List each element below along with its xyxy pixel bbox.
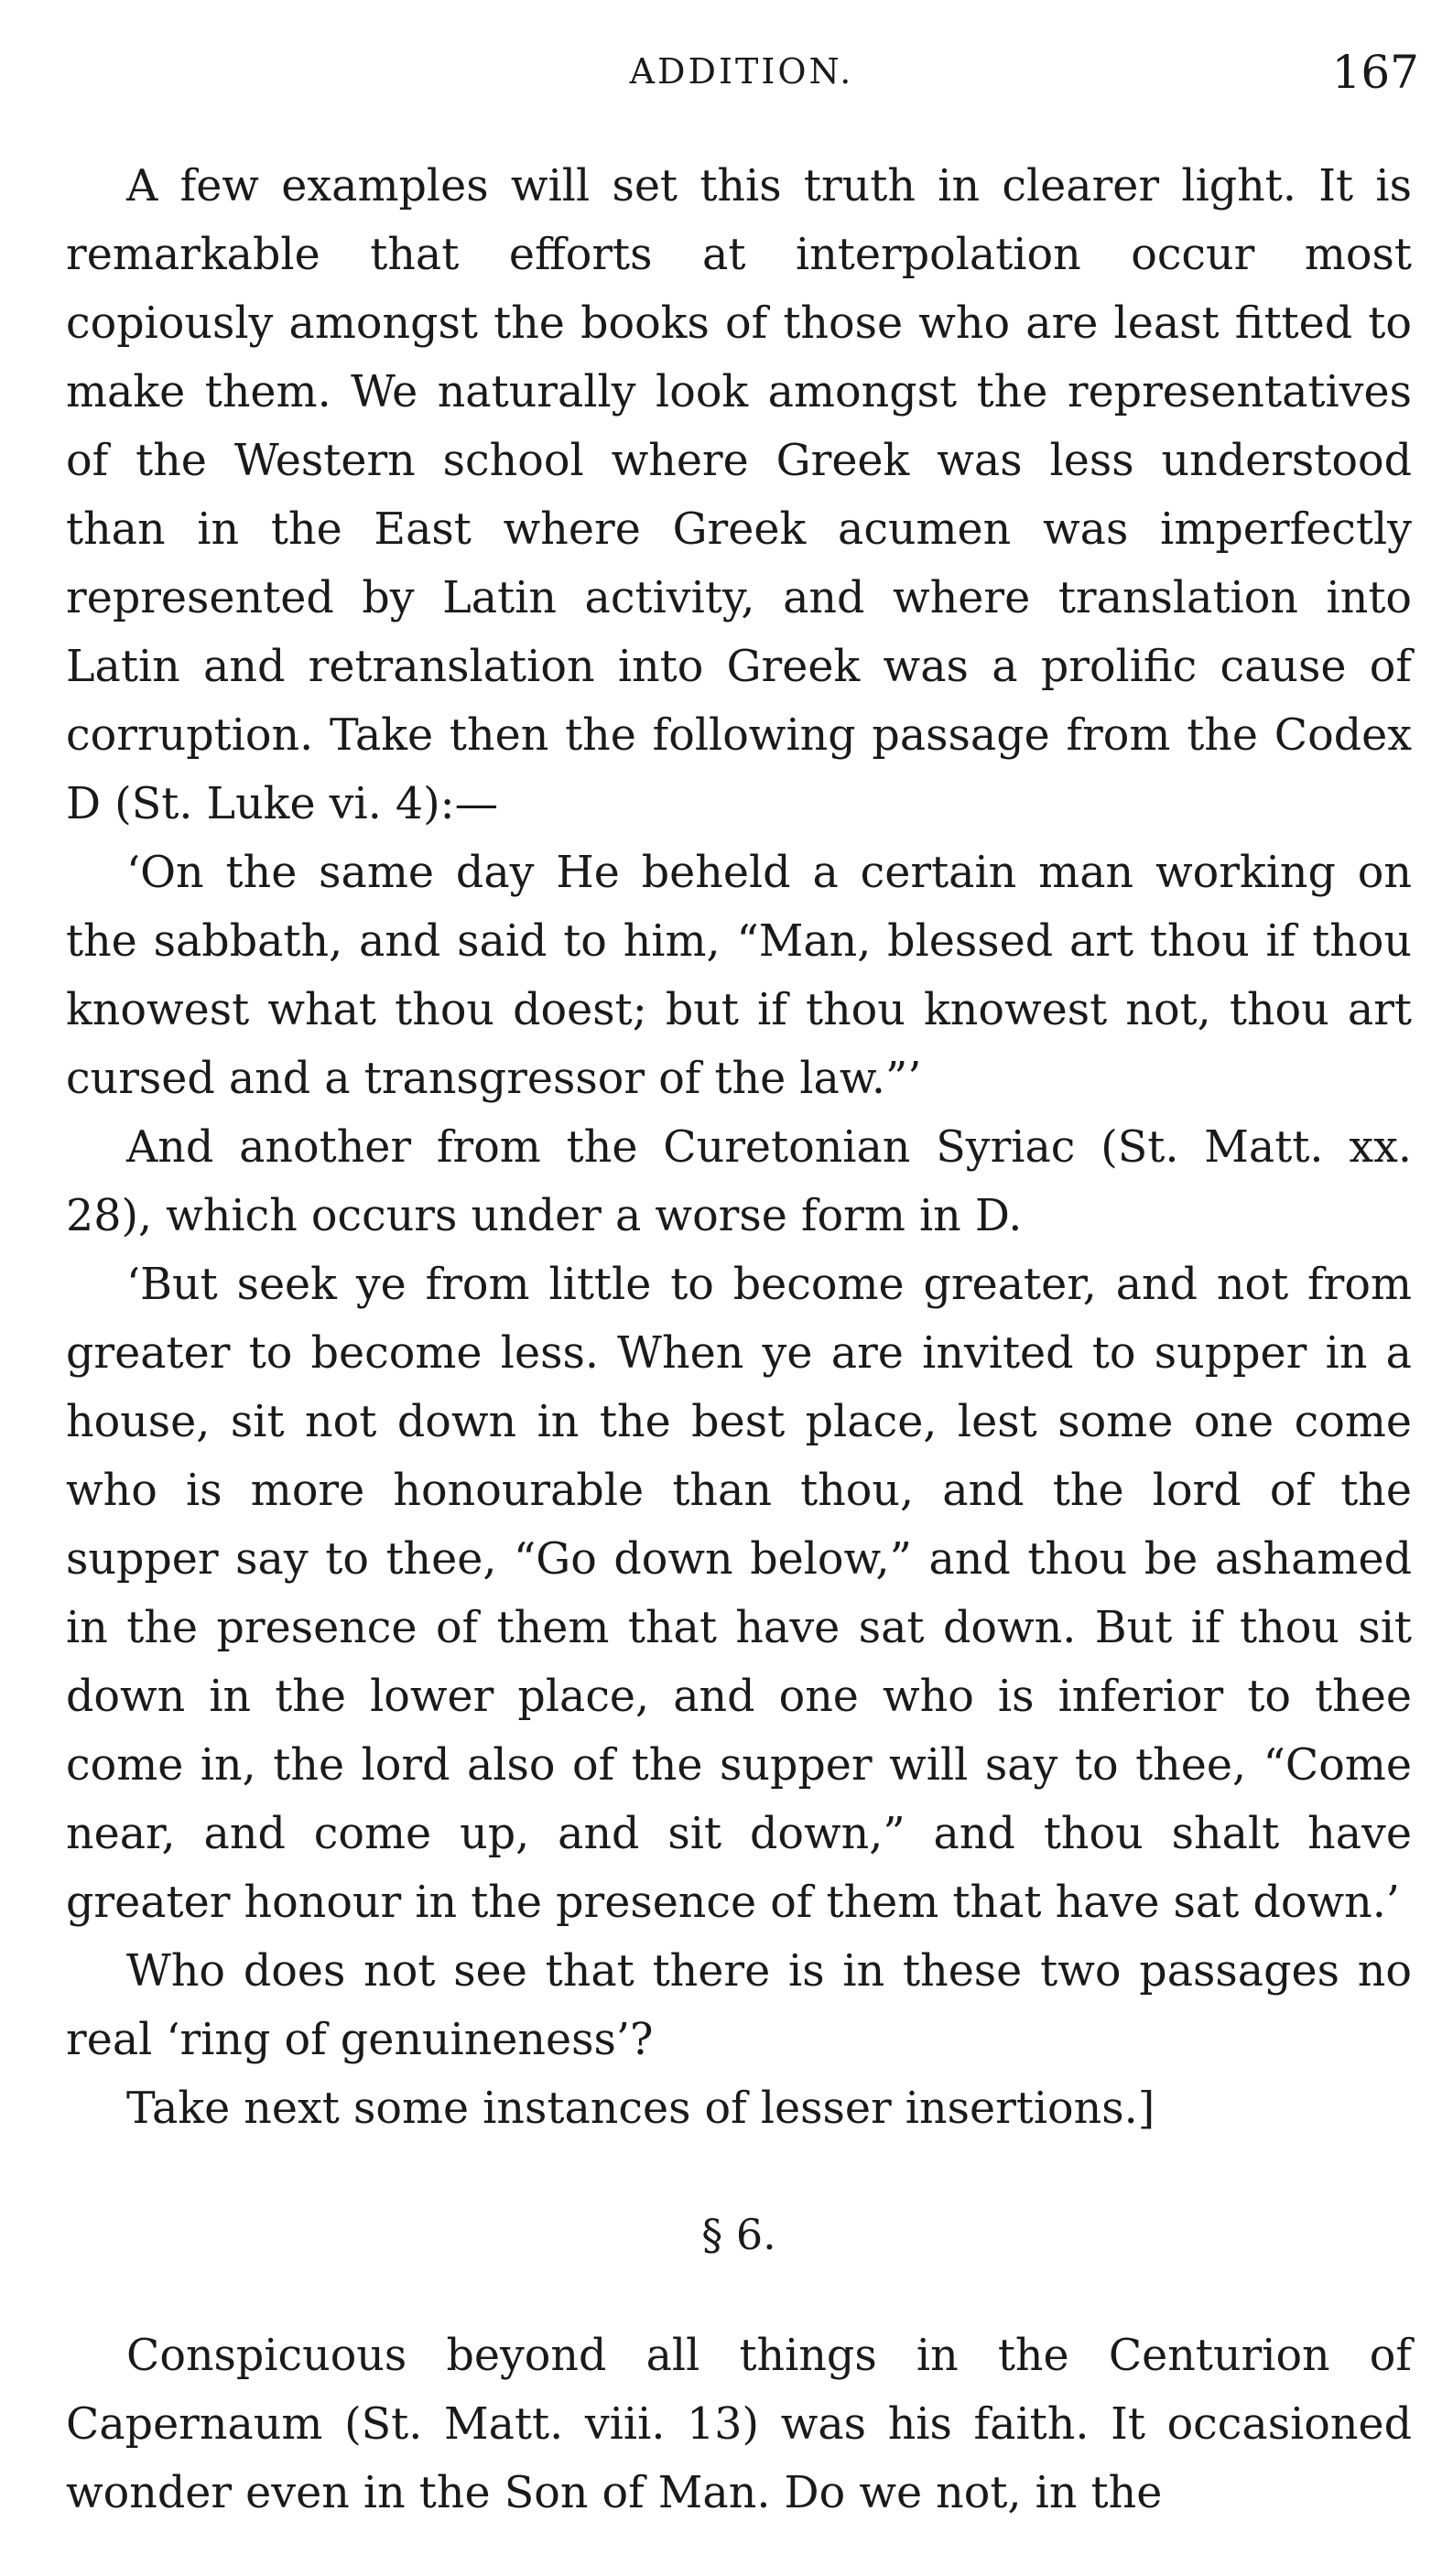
running-head: ADDITION.	[629, 51, 854, 92]
quotation-curetonian: ‘But seek ye from little to become greater, and not from greater to become less. When ye are invited to supper in a house, sit not down in the best place, lest some one come who is more honourable than thou, and the lord of the supper say to thee, “Go down below,” and thou be ashamed in the presence of them that have sat down. But if thou sit down in the lower place, and one who is inferior to thee come in, the lord also of the supper will say to thee, “Come near, and come up, and sit down,” and thou shalt have greater honour in the presence of them that have sat down.’	[66, 1260, 1412, 1928]
section-heading: § 6.	[701, 2210, 776, 2259]
paragraph-interpolation-examples: A few examples will set this truth in clearer light. It is remarkable that efforts at interpolation occur most copiously amongst the books of those who are least fitted to make them. We naturally look amongst the representatives of the Western school where Greek was less understood than in the East where Greek acumen was imperfectly represented by Latin activity, and where translation into Latin and retranslation into Greek was a prolific cause of corruption. Take then the following passage from the Codex D (St. Luke vi. 4):—	[66, 161, 1412, 829]
paragraph-lesser-insertions: Take next some instances of lesser insertions.]	[126, 2084, 1155, 2134]
body-text	[66, 152, 1412, 2527]
paragraph-curetonian-syriac: And another from the Curetonian Syriac (St. Matt. xx. 28), which occurs under a worse form in D.	[66, 1122, 1412, 1241]
page-number: 167	[1331, 46, 1419, 99]
page-header	[64, 46, 1419, 110]
paragraph-genuineness: Who does not see that there is in these two passages no real ‘ring of genuineness’?	[66, 1946, 1412, 2065]
paragraph-centurion: Conspicuous beyond all things in the Centurion of Capernaum (St. Matt. viii. 13) was his faith. It occasioned wonder even in the Son of Man. Do we not, in the	[66, 2331, 1412, 2518]
quotation-codex-d: ‘On the same day He beheld a certain man working on the sabbath, and said to him, “Man, blessed art thou if thou knowest what thou doest; but if thou knowest not, thou art cursed and a transgressor of the law.”’	[66, 848, 1412, 1104]
